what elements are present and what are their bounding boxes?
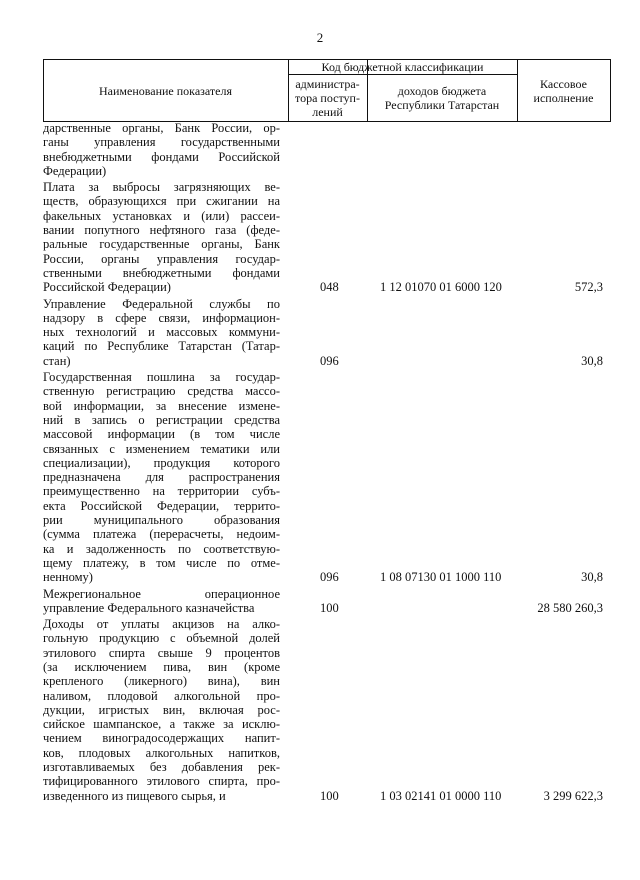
indicator-name-line: вании попутного нефтяного газа (феде- (43, 223, 280, 238)
indicator-name-line: дукции, игристых вин, включая рос- (43, 702, 280, 717)
budget-income-code: 1 12 01070 01 6000 120 (380, 280, 502, 295)
table-row (43, 121, 611, 178)
indicator-name-line: дарственные органы, Банк России, ор- (43, 121, 280, 135)
indicator-name-line: крепленого (ликерного) вина), вин (43, 674, 280, 689)
indicator-name-line: ных технологий и массовых коммуни- (43, 325, 280, 340)
cash-execution-amount: 30,8 (581, 353, 603, 368)
administrator-code: 100 (320, 600, 339, 615)
indicator-name-line: ков, плодовых алкогольных напитков, (43, 745, 280, 760)
administrator-code: 048 (320, 280, 339, 295)
header-admin-line: администра- (295, 76, 360, 91)
indicator-name-line: Российской Федерации) (43, 280, 171, 295)
cash-execution-amount: 28 580 260,3 (537, 600, 603, 615)
indicator-name-line: управление Федерального казначейства (43, 600, 255, 615)
header-amount-line: Кассовое (540, 76, 587, 91)
cash-execution-amount: 30,8 (581, 570, 603, 585)
indicator-name-line: изготавливаемых без добавления рек- (43, 760, 280, 775)
indicator-name-line: ществ, образующихся при сжигании на (43, 194, 280, 209)
indicator-name (43, 121, 280, 178)
header-admin-line: тора поступ- (295, 90, 360, 105)
table-body (43, 121, 611, 805)
indicator-name-line: (за исключением пива, вин (кроме (43, 659, 280, 674)
indicator-name-line: чением виноградосодержащих напит- (43, 731, 280, 746)
indicator-name-line: Плата за выбросы загрязняющих ве- (43, 180, 280, 195)
indicator-name-line: Федерации) (43, 163, 107, 178)
indicator-name (43, 180, 280, 294)
budget-income-code: 1 03 02141 01 0000 110 (380, 788, 502, 803)
indicator-name-line: ка и задолженность по соответствую- (43, 541, 280, 556)
header-code-group: Код бюджетной классификации (321, 60, 484, 74)
header-admin-column (288, 74, 367, 121)
indicator-name-line: преимущественно на территории субъ- (43, 484, 280, 499)
indicator-name-line: (сумма платежа (перерасчеты, недоим- (43, 527, 280, 542)
indicator-name-line: изведенного из пищевого сырья, и (43, 788, 226, 803)
indicator-name-line: Доходы от уплаты акцизов на алко- (43, 617, 280, 632)
indicator-name-line: щему платежу, в том числе по отме- (43, 555, 280, 570)
indicator-name-line: предназначена для распространения (43, 470, 280, 485)
budget-income-code: 1 08 07130 01 1000 110 (380, 570, 502, 585)
table-header (43, 59, 611, 122)
header-amount-column (517, 60, 610, 121)
header-admin-line: лений (312, 104, 343, 119)
indicator-name-line: специализации), продукция которого (43, 455, 280, 470)
cash-execution-amount: 3 299 622,3 (543, 788, 603, 803)
indicator-name-line: ственными внебюджетными фондами (43, 265, 280, 280)
administrator-code: 096 (320, 570, 339, 585)
table-row (43, 617, 611, 803)
indicator-name-line: екта Российской Федерации, террито- (43, 498, 280, 513)
header-border-right (610, 60, 611, 121)
indicator-name-line: массовой информации (в том числе (43, 427, 280, 442)
indicator-name-line: факельных установках и (или) рассеи- (43, 208, 280, 223)
indicator-name-line: гольную продукцию с объемной долей (43, 631, 280, 646)
indicator-name-line: наливом, плодовой алкогольной про- (43, 688, 280, 703)
indicator-name-line: рии муниципального образования (43, 513, 280, 528)
header-income-line: Республики Татарстан (384, 97, 500, 112)
indicator-name-line: ненному) (43, 570, 93, 585)
indicator-name-line: вой информации, за внесение измене- (43, 398, 280, 413)
page-number: 2 (316, 30, 324, 45)
administrator-code: 096 (320, 353, 339, 368)
indicator-name-line: стан) (43, 353, 71, 368)
table-row (43, 180, 611, 294)
indicator-name-line: ственную регистрацию средства массо- (43, 384, 280, 399)
indicator-name-line: сийское шампанское, а также за исклю- (43, 717, 280, 732)
header-amount-line: исполнение (533, 90, 594, 105)
indicator-name-line: Управление Федеральной службы по (43, 296, 280, 311)
administrator-code: 100 (320, 788, 339, 803)
indicator-name-line: ральные государственные органы, Банк (43, 237, 280, 252)
header-name-column: Наименование показателя (99, 83, 232, 98)
indicator-name-line: каций по Республике Татарстан (Татар- (43, 339, 280, 354)
table-row (43, 297, 611, 368)
indicator-name-line: Государственная пошлина за государ- (43, 370, 280, 385)
header-income-line: доходов бюджета (397, 83, 487, 98)
indicator-name-line: связанных с изменением тематики или (43, 441, 280, 456)
indicator-name-line: тифицированного этилового спирта, про- (43, 774, 280, 789)
header-income-column (367, 74, 517, 121)
indicator-name-line: этилового спирта свыше 9 процентов (43, 645, 280, 660)
indicator-name-line: Межрегиональное операционное (43, 586, 280, 601)
indicator-name-line: ганы управления государственными (43, 135, 280, 150)
indicator-name-line: России, органы управления государ- (43, 251, 280, 266)
indicator-name-line: надзору в сфере связи, информацион- (43, 310, 280, 325)
table-row (43, 370, 611, 584)
cash-execution-amount: 572,3 (574, 280, 603, 295)
indicator-name-line: внебюджетными фондами Российской (43, 149, 280, 164)
table-row (43, 587, 611, 616)
indicator-name (43, 617, 280, 803)
indicator-name (43, 587, 280, 616)
indicator-name (43, 297, 280, 368)
indicator-name-line: ний в запись о регистрации средства (43, 412, 280, 427)
indicator-name (43, 370, 280, 584)
